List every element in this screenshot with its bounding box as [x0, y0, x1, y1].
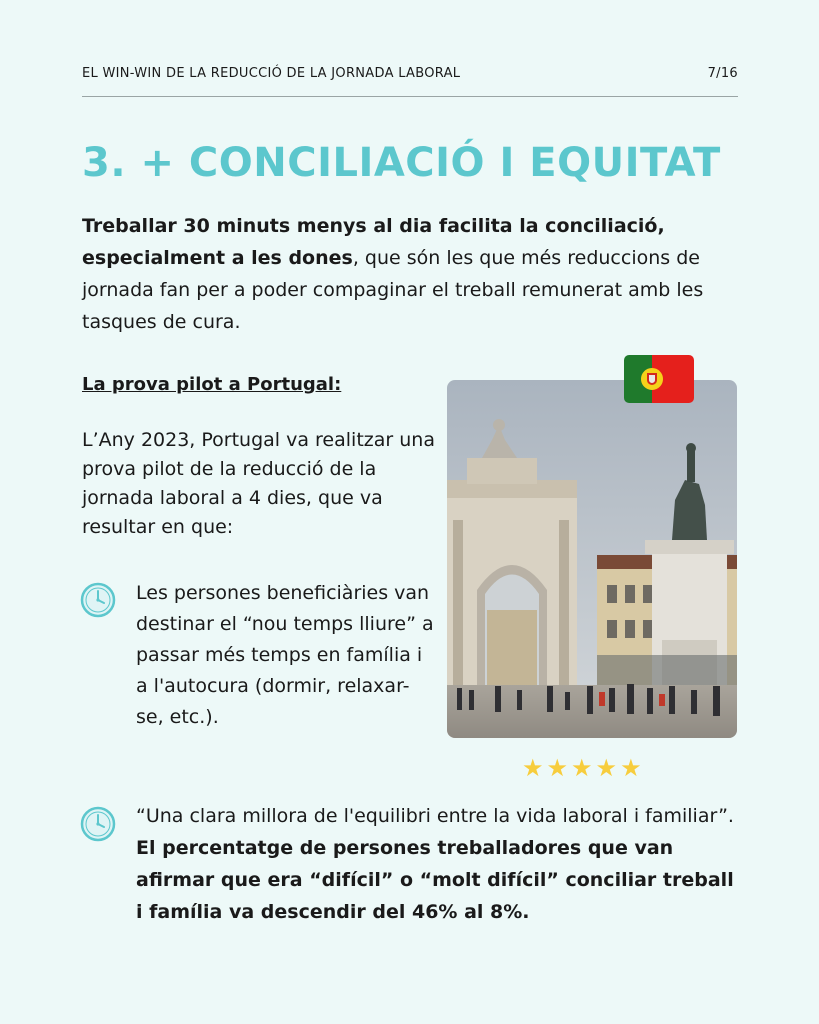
page-title: 3. + CONCILIACIÓ I EQUITAT — [82, 140, 721, 186]
bullet-2-normal: “Una clara millora de l'equilibri entre la vida laboral i familiar”. — [136, 805, 734, 827]
clock-icon — [80, 806, 116, 842]
clock-icon — [80, 582, 116, 618]
header-divider — [82, 96, 738, 97]
bullet-text-2 — [136, 800, 746, 928]
bullet-2-bold: El percentatge de persones treballadores que van afirmar que era “difícil” o “molt difícil” conciliar treball i família va descendir del 46% al 8%. — [136, 837, 734, 923]
page-header — [82, 66, 738, 81]
intro-bold: Treballar 30 minuts menys al dia facilita la conciliació, especialment a les dones — [82, 215, 665, 269]
section-heading: La prova pilot a Portugal: — [82, 374, 342, 395]
lisbon-square-photo — [447, 380, 737, 738]
page-number: 7/16 — [707, 66, 738, 81]
portugal-flag-icon — [624, 355, 694, 403]
intro-paragraph — [82, 210, 742, 338]
bullet-text-1: Les persones beneficiàries van destinar el “nou temps lliure” a passar més temps en família i a l'autocura (dormir, relaxar-se, etc.). — [136, 582, 434, 728]
intro-rest: , que són les que més reduccions de jornada fan per a poder compaginar el treball remunerat amb les tasques de cura. — [82, 247, 704, 333]
pilot-paragraph: L’Any 2023, Portugal va realitzar una prova pilot de la reducció de la jornada laboral a 4 dies, que va resultar en que: — [82, 429, 435, 538]
rating-stars: ★★★★★ — [522, 754, 645, 782]
header-title: EL WIN-WIN DE LA REDUCCIÓ DE LA JORNADA LABORAL — [82, 66, 461, 81]
